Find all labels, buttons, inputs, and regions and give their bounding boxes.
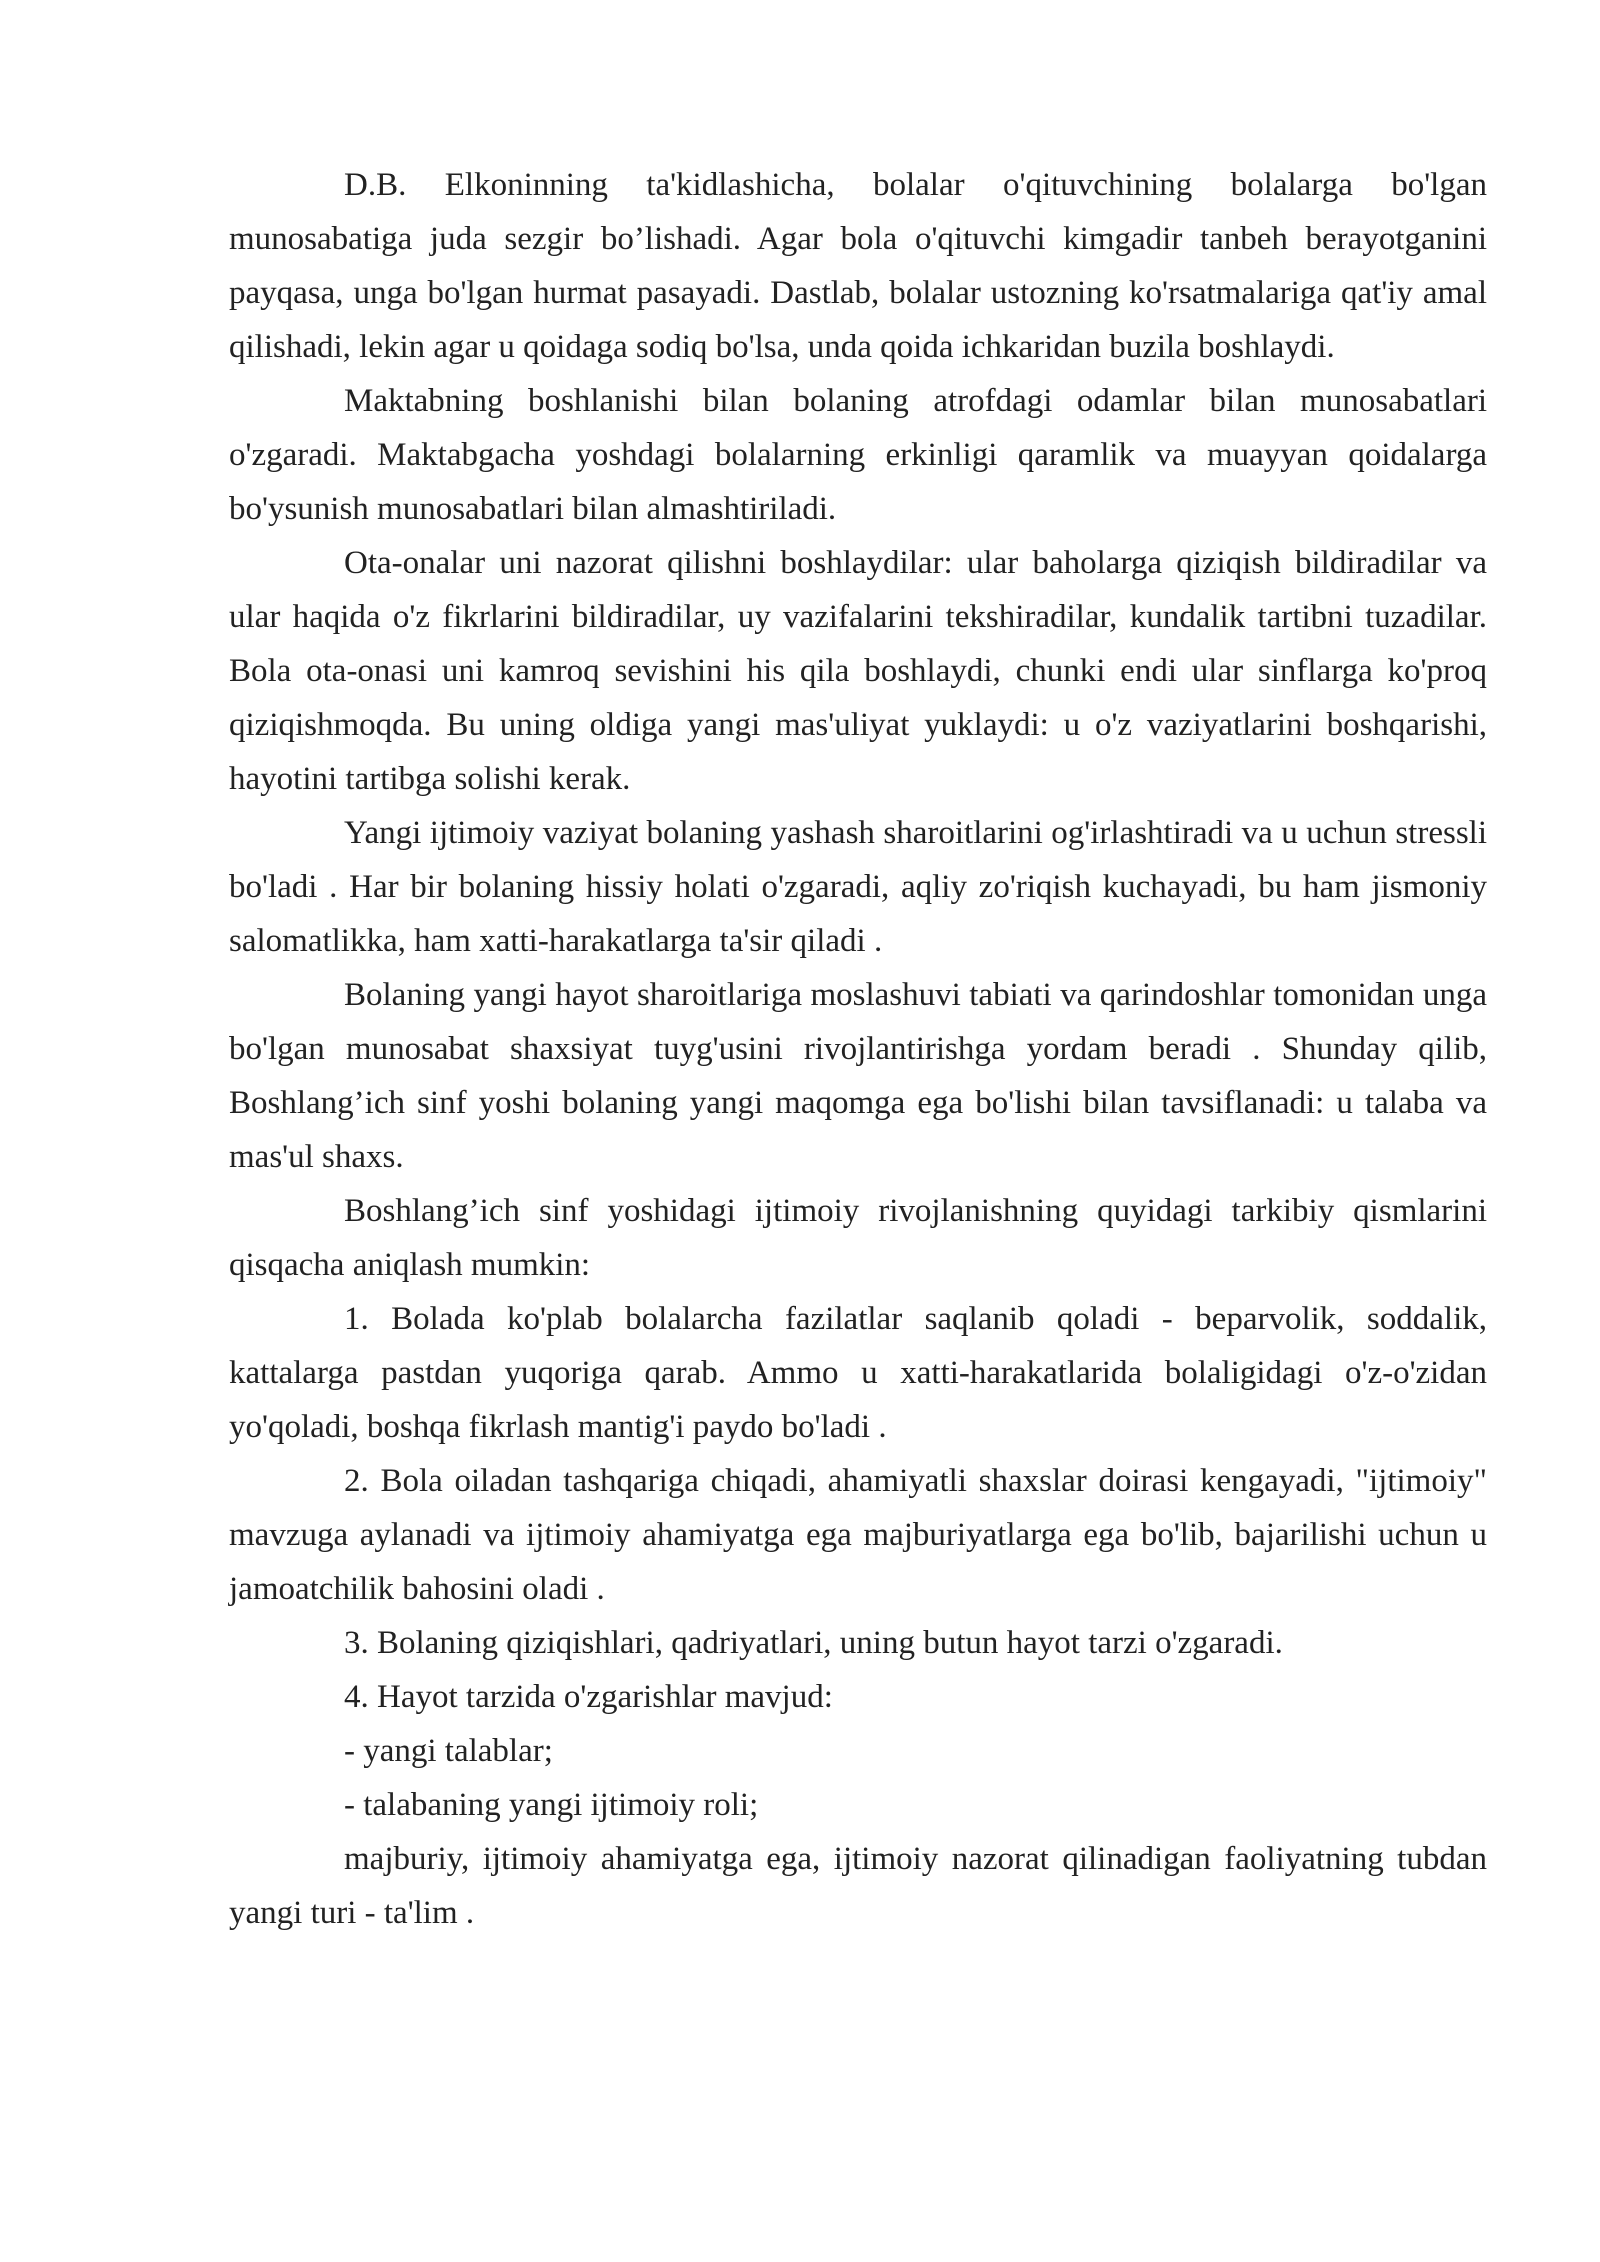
list-item: 4. Hayot tarzida o'zgarishlar mavjud: bbox=[344, 1679, 833, 1715]
sub-list-item: - yangi talablar; bbox=[344, 1733, 553, 1769]
paragraph: Bolaning yangi hayot sharoitlariga moslashuvi tabiati va qarindoshlar tomonidan unga bo'lgan munosabat shaxsiyat tuyg'usini rivojlantirishga yordam beradi . Shunday qilib, Boshlang’ich sinf yoshi bolaning yangi maqomga ega bo'lishi bilan tavsiflanadi: u talaba va mas'ul shaxs. bbox=[229, 977, 1487, 1175]
paragraph: Yangi ijtimoiy vaziyat bolaning yashash sharoitlarini og'irlashtiradi va u uchun stressli bo'ladi . Har bir bolaning hissiy holati o'zgaradi, aqliy zo'riqish kuchayadi, bu ham jismoniy salomatlikka, ham xatti-harakatlarga ta'sir qiladi . bbox=[229, 815, 1487, 959]
sub-list-item: - talabaning yangi ijtimoiy roli; bbox=[344, 1787, 759, 1823]
paragraph: D.B. Elkoninning ta'kidlashicha, bolalar o'qituvchining bolalarga bo'lgan munosabatiga juda sezgir bo’lishadi. Agar bola o'qituvchi kimgadir tanbeh berayotganini payqasa, unga bo'lgan hurmat pasayadi. Dastlab, bolalar ustozning ko'rsatmalariga qat'iy amal qilishadi, lekin agar u qoidaga sodiq bo'lsa, unda qoida ichkaridan buzila boshlaydi. bbox=[229, 167, 1487, 365]
list-item: 2. Bola oiladan tashqariga chiqadi, ahamiyatli shaxslar doirasi kengayadi, "ijtimoiy" mavzuga aylanadi va ijtimoiy ahamiyatga ega majburiyatlarga ega bo'lib, bajarilishi uchun u jamoatchilik bahosini oladi . bbox=[229, 1463, 1487, 1607]
list-item: 1. Bolada ko'plab bolalarcha fazilatlar saqlanib qoladi - beparvolik, soddalik, kattalarga pastdan yuqoriga qarab. Ammo u xatti-harakatlarida bolaligidagi o'z-o'zidan yo'qoladi, boshqa fikrlash mantig'i paydo bo'ladi . bbox=[229, 1301, 1487, 1445]
paragraph: majburiy, ijtimoiy ahamiyatga ega, ijtimoiy nazorat qilinadigan faoliyatning tubdan yangi turi - ta'lim . bbox=[229, 1841, 1487, 1931]
paragraph: Ota-onalar uni nazorat qilishni boshlaydilar: ular baholarga qiziqish bildiradilar va ular haqida o'z fikrlarini bildiradilar, uy vazifalarini tekshiradilar, kundalik tartibni tuzadilar. Bola ota-onasi uni kamroq sevishini his qila boshlaydi, chunki endi ular sinflarga ko'proq qiziqishmoqda. Bu uning oldiga yangi mas'uliyat yuklaydi: u o'z vaziyatlarini boshqarishi, hayotini tartibga solishi kerak. bbox=[229, 545, 1487, 797]
paragraph: Boshlang’ich sinf yoshidagi ijtimoiy rivojlanishning quyidagi tarkibiy qismlarini qisqacha aniqlash mumkin: bbox=[229, 1193, 1487, 1283]
paragraph: Maktabning boshlanishi bilan bolaning atrofdagi odamlar bilan munosabatlari o'zgaradi. Maktabgacha yoshdagi bolalarning erkinligi qaramlik va muayyan qoidalarga bo'ysunish munosabatlari bilan almashtiriladi. bbox=[229, 383, 1487, 527]
document-body bbox=[229, 158, 1487, 1940]
list-item: 3. Bolaning qiziqishlari, qadriyatlari, uning butun hayot tarzi o'zgaradi. bbox=[344, 1625, 1283, 1661]
